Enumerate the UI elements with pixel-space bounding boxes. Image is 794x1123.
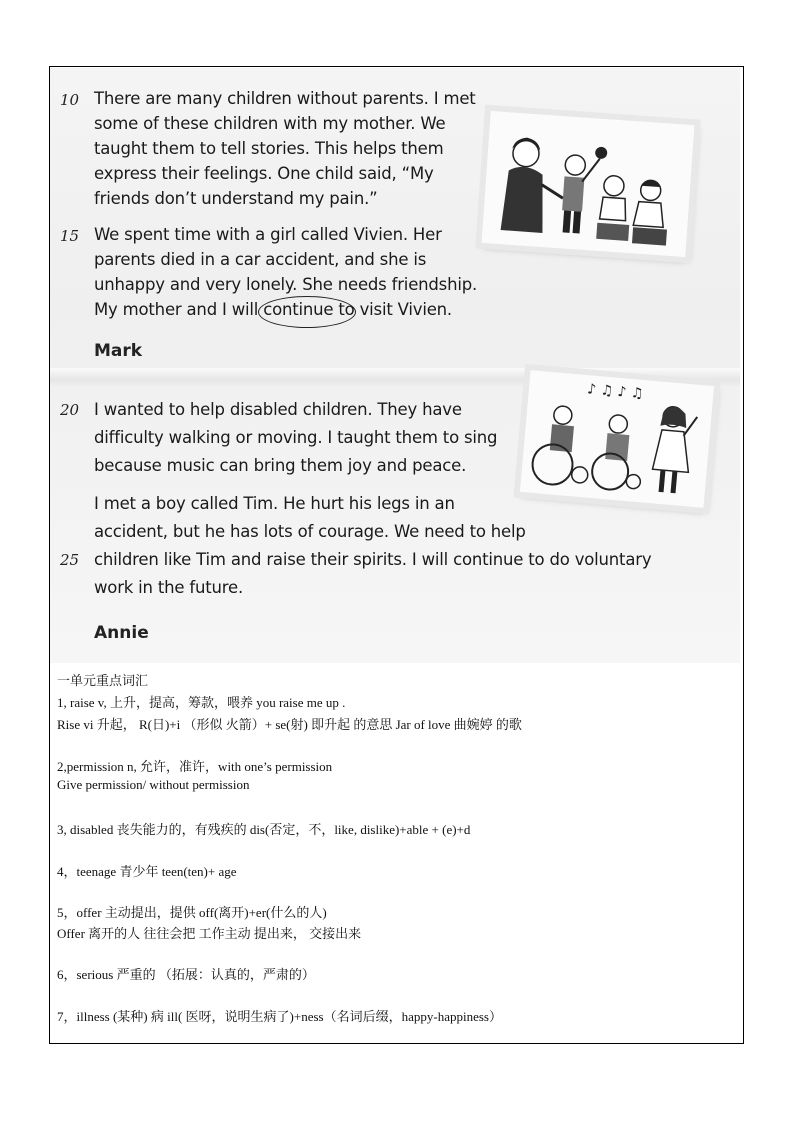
storytelling-illustration [482,111,695,257]
line-number: 10 [60,91,80,109]
passage-line: parents died in a car accident, and she is [94,250,427,269]
passage-line: because music can bring them joy and peace. [94,456,467,475]
passage-line: difficulty walking or moving. I taught them to sing [94,428,498,447]
note-line: 7，illness (某种) 病 ill( 医呀，说明生病了)+ness（名词后缀，happy-happiness） [57,1009,502,1024]
note-line: 4，teenage 青少年 teen(ten)+ age [57,864,237,879]
notes-title: 一单元重点词汇 [57,673,149,688]
svg-text:♪ ♫ ♪ ♫: ♪ ♫ ♪ ♫ [586,381,645,403]
note-line: 2,permission n, 允许，准许，with one’s permission [57,759,333,774]
note-line: Give permission/ without permission [57,777,250,792]
note-line: 5，offer 主动提出，提供 off(离开)+er(什么的人) [57,905,327,920]
passage-line: I met a boy called Tim. He hurt his legs in an [94,494,455,513]
passage-line: unhappy and very lonely. She needs friendship. [94,275,478,294]
line-number: 20 [60,401,80,419]
note-line: 3, disabled 丧失能力的，有残疾的 dis(否定，不，like, dislike)+able + (e)+d [57,822,471,837]
note-line: 1, raise v, 上升，提高，筹款，喂养 you raise me up . [57,695,346,710]
passage-line: I wanted to help disabled children. They have [94,400,462,419]
passage-line: accident, but he has lots of courage. We need to help [94,522,526,541]
passage-line: There are many children without parents. I met [94,89,476,108]
note-line: 6，serious 严重的 （拓展：认真的，严肃的） [57,967,315,982]
passage-line: work in the future. [94,578,243,597]
passage-line: friends don’t understand my pain.” [94,189,378,208]
line-number: 25 [60,551,80,569]
signature-mark: Mark [94,341,143,361]
passage-line: My mother and I will continue to visit Vivien. [94,300,452,319]
signature-annie: Annie [94,623,149,643]
note-line: Rise vi 升起， R(日)+i （形似 火箭）+ se(射) 即升起 的意思 Jar of love 曲婉婷 的歌 [57,717,522,732]
line-number: 15 [60,227,80,245]
singing-illustration [520,370,714,508]
passage-line: taught them to tell stories. This helps them [94,139,444,158]
passage-line: express their feelings. One child said, “My [94,164,434,183]
singing-children-photo [520,370,714,508]
passage-line: some of these children with my mother. We [94,114,446,133]
note-line: Offer 离开的人 往往会把 工作主动 提出来， 交接出来 [57,926,362,941]
handwritten-circle [258,296,356,328]
passage-line: We spent time with a girl called Vivien. Her [94,225,442,244]
passage-line: children like Tim and raise their spirits. I will continue to do voluntary [94,550,652,569]
storytelling-photo [482,111,695,257]
